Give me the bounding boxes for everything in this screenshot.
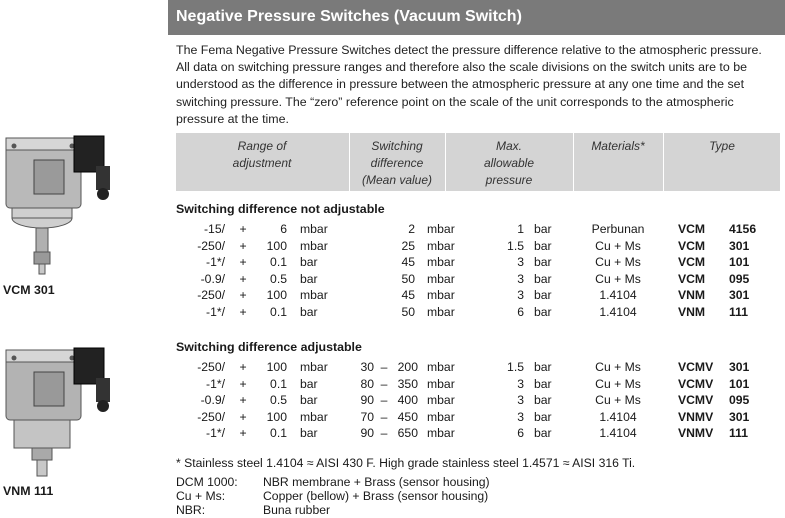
switching-diff-to: 400 [397, 393, 418, 408]
range-unit: mbar [300, 222, 328, 236]
switching-diff-to: 200 [397, 360, 418, 374]
type-code: 111 [729, 426, 748, 441]
switching-diff: 50 [401, 271, 415, 286]
intro-paragraph: The Fema Negative Pressure Switches detect the pressure difference relative to the atmospheric pressure. All data on switching pressure ranges and therefore also the scale divisions on the switch units are to be understood as the difference in pressure between the atmospheric pressure at any one time and the set switching pressure. The “zero” reference point on the scale of the unit corresponds to the atmospheric pressure at the time. [176, 43, 762, 126]
col-max-header [446, 133, 572, 191]
max-unit: bar [534, 238, 552, 253]
product-label-vnm: VNM 111 [3, 484, 54, 498]
type-code: 095 [729, 393, 750, 408]
range-plus: + [239, 305, 247, 319]
max-unit: bar [534, 288, 552, 303]
max-pressure: 1.5 [507, 238, 524, 253]
range-unit: bar [300, 393, 318, 408]
switching-diff-dash: – [380, 426, 388, 441]
page-title: Negative Pressure Switches (Vacuum Switch) [176, 8, 522, 25]
switching-diff-dash: – [380, 360, 388, 374]
type-code: 301 [729, 360, 750, 374]
material: Cu + Ms [595, 376, 641, 391]
switching-diff-dash: – [380, 393, 388, 408]
switching-unit: mbar [427, 360, 455, 374]
type-code: 301 [729, 288, 750, 303]
footnote: * Stainless steel 1.4104 ≈ AISI 430 F. High grade stainless steel 1.4571 ≈ AISI 316 Ti. [176, 456, 636, 470]
material: 1.4104 [599, 288, 637, 303]
type-code: 101 [729, 376, 750, 391]
type-series: VCMV [678, 376, 714, 391]
max-unit: bar [534, 222, 552, 236]
range-plus: + [239, 393, 247, 408]
range-unit: mbar [300, 238, 328, 253]
switching-diff-dash: – [380, 409, 388, 424]
max-pressure: 3 [517, 255, 524, 270]
type-series: VCM [678, 222, 706, 236]
switching-unit: mbar [427, 426, 455, 441]
material: Cu + Ms [595, 360, 641, 374]
range-to: 0.5 [270, 271, 287, 286]
col-type-header [664, 133, 780, 191]
range-to: 0.1 [270, 305, 287, 319]
type-series: VNMV [678, 409, 714, 424]
material: Cu + Ms [595, 271, 641, 286]
section-title-adjustable: Switching difference adjustable [176, 340, 362, 354]
range-unit: mbar [300, 409, 328, 424]
switching-diff-to: 650 [397, 426, 418, 441]
switching-unit: mbar [427, 305, 455, 319]
material: Cu + Ms [595, 238, 641, 253]
range-plus: + [239, 288, 247, 303]
switching-unit: mbar [427, 255, 455, 270]
range-unit: bar [300, 305, 318, 319]
col-switching-line2: difference [370, 156, 424, 170]
table-row [0, 377, 785, 393]
max-unit: bar [534, 271, 552, 286]
type-code: 101 [729, 255, 750, 270]
switching-diff-from: 80 [360, 376, 374, 391]
range-plus: + [239, 238, 247, 253]
range-from: -250/ [197, 288, 225, 303]
switching-diff-from: 70 [360, 409, 374, 424]
range-to: 0.1 [270, 376, 287, 391]
legend-value: Buna rubber [263, 503, 331, 517]
col-type-line1: Type [709, 139, 735, 153]
section-title-not-adjustable: Switching difference not adjustable [176, 202, 385, 216]
col-range-line1: Range of [237, 139, 287, 153]
legend-value: NBR membrane + Brass (sensor housing) [263, 475, 490, 489]
switching-diff: 45 [401, 255, 415, 270]
material: Perbunan [591, 222, 645, 236]
table-row [0, 272, 785, 288]
max-pressure: 3 [517, 376, 524, 391]
range-to: 100 [266, 288, 287, 303]
range-plus: + [239, 271, 247, 286]
material: Cu + Ms [595, 255, 641, 270]
switching-unit: mbar [427, 376, 455, 391]
range-unit: bar [300, 255, 318, 270]
switching-unit: mbar [427, 271, 455, 286]
range-unit: bar [300, 271, 318, 286]
type-code: 111 [729, 305, 748, 319]
switching-unit: mbar [427, 288, 455, 303]
table-row [0, 426, 785, 442]
material: 1.4104 [599, 409, 637, 424]
col-switching-header [350, 133, 444, 191]
range-plus: + [239, 409, 247, 424]
range-from: -1*/ [206, 376, 225, 391]
range-to: 6 [280, 222, 287, 236]
range-plus: + [239, 360, 247, 374]
col-switching-line1: Switching [371, 139, 423, 153]
max-pressure: 3 [517, 288, 524, 303]
type-code: 301 [729, 409, 750, 424]
type-series: VCMV [678, 360, 714, 374]
range-to: 100 [266, 409, 287, 424]
col-switching-line3: (Mean value) [361, 173, 433, 187]
type-code: 4156 [729, 222, 757, 236]
legend-key: Cu + Ms: [176, 489, 226, 503]
range-unit: bar [300, 426, 318, 441]
material: 1.4104 [599, 305, 637, 319]
range-to: 0.5 [270, 393, 287, 408]
max-pressure: 3 [517, 271, 524, 286]
type-series: VNMV [678, 426, 714, 441]
max-unit: bar [534, 305, 552, 319]
max-unit: bar [534, 393, 552, 408]
switching-diff-to: 350 [397, 376, 418, 391]
max-pressure: 3 [517, 409, 524, 424]
col-max-line1: Max. [495, 139, 522, 153]
max-pressure: 6 [517, 305, 524, 319]
max-unit: bar [534, 426, 552, 441]
type-series: VNM [678, 288, 706, 303]
table-row [0, 305, 785, 321]
range-unit: mbar [300, 288, 328, 303]
type-series: VCM [678, 238, 706, 253]
max-pressure: 1.5 [507, 360, 524, 374]
col-materials-line1: Materials* [591, 139, 645, 153]
range-from: -250/ [197, 360, 225, 374]
col-max-line2: allowable [483, 156, 535, 170]
max-unit: bar [534, 255, 552, 270]
table-row [0, 410, 785, 426]
range-from: -250/ [197, 238, 225, 253]
switching-unit: mbar [427, 409, 455, 424]
range-from: -1*/ [206, 426, 225, 441]
col-max-line3: pressure [485, 173, 533, 187]
table-row [0, 360, 785, 376]
max-unit: bar [534, 376, 552, 391]
table-row [0, 255, 785, 271]
range-plus: + [239, 426, 247, 441]
switching-diff: 2 [408, 222, 415, 236]
col-range-line2: adjustment [232, 156, 292, 170]
switching-unit: mbar [427, 393, 455, 408]
switching-diff-from: 90 [360, 393, 374, 408]
type-code: 301 [729, 238, 750, 253]
product-label-vcm: VCM 301 [3, 283, 55, 297]
col-materials-header [574, 133, 662, 191]
range-from: -0.9/ [200, 393, 225, 408]
max-pressure: 3 [517, 393, 524, 408]
switching-unit: mbar [427, 238, 455, 253]
table-column-header [176, 133, 780, 191]
range-from: -15/ [203, 222, 225, 236]
table-row [0, 222, 785, 238]
legend-key: NBR: [176, 503, 206, 517]
range-to: 100 [266, 238, 287, 253]
max-pressure: 6 [517, 426, 524, 441]
range-from: -1*/ [206, 255, 225, 270]
switching-diff-from: 90 [360, 426, 374, 441]
switching-unit: mbar [427, 222, 455, 236]
legend-value: Copper (bellow) + Brass (sensor housing) [263, 489, 489, 503]
table-row [0, 288, 785, 304]
range-from: -1*/ [206, 305, 225, 319]
max-unit: bar [534, 409, 552, 424]
switching-diff: 50 [401, 305, 415, 319]
type-series: VCM [678, 255, 706, 270]
type-series: VNM [678, 305, 706, 319]
range-to: 0.1 [270, 255, 287, 270]
range-from: -250/ [197, 409, 225, 424]
type-series: VCMV [678, 393, 714, 408]
range-from: -0.9/ [200, 271, 225, 286]
range-plus: + [239, 222, 247, 236]
table-row [0, 393, 785, 409]
material: Cu + Ms [595, 393, 641, 408]
switching-diff: 25 [401, 238, 415, 253]
range-unit: bar [300, 376, 318, 391]
col-range-header [176, 133, 348, 191]
switching-diff-from: 30 [360, 360, 374, 374]
switching-diff: 45 [401, 288, 415, 303]
range-to: 100 [266, 360, 287, 374]
switching-diff-to: 450 [397, 409, 418, 424]
range-to: 0.1 [270, 426, 287, 441]
table-row [0, 239, 785, 255]
switching-diff-dash: – [380, 376, 388, 391]
type-series: VCM [678, 271, 706, 286]
range-plus: + [239, 255, 247, 270]
material: 1.4104 [599, 426, 637, 441]
range-plus: + [239, 376, 247, 391]
max-unit: bar [534, 360, 552, 374]
legend-key: DCM 1000: [176, 475, 238, 489]
type-code: 095 [729, 271, 750, 286]
range-unit: mbar [300, 360, 328, 374]
max-pressure: 1 [517, 222, 524, 236]
